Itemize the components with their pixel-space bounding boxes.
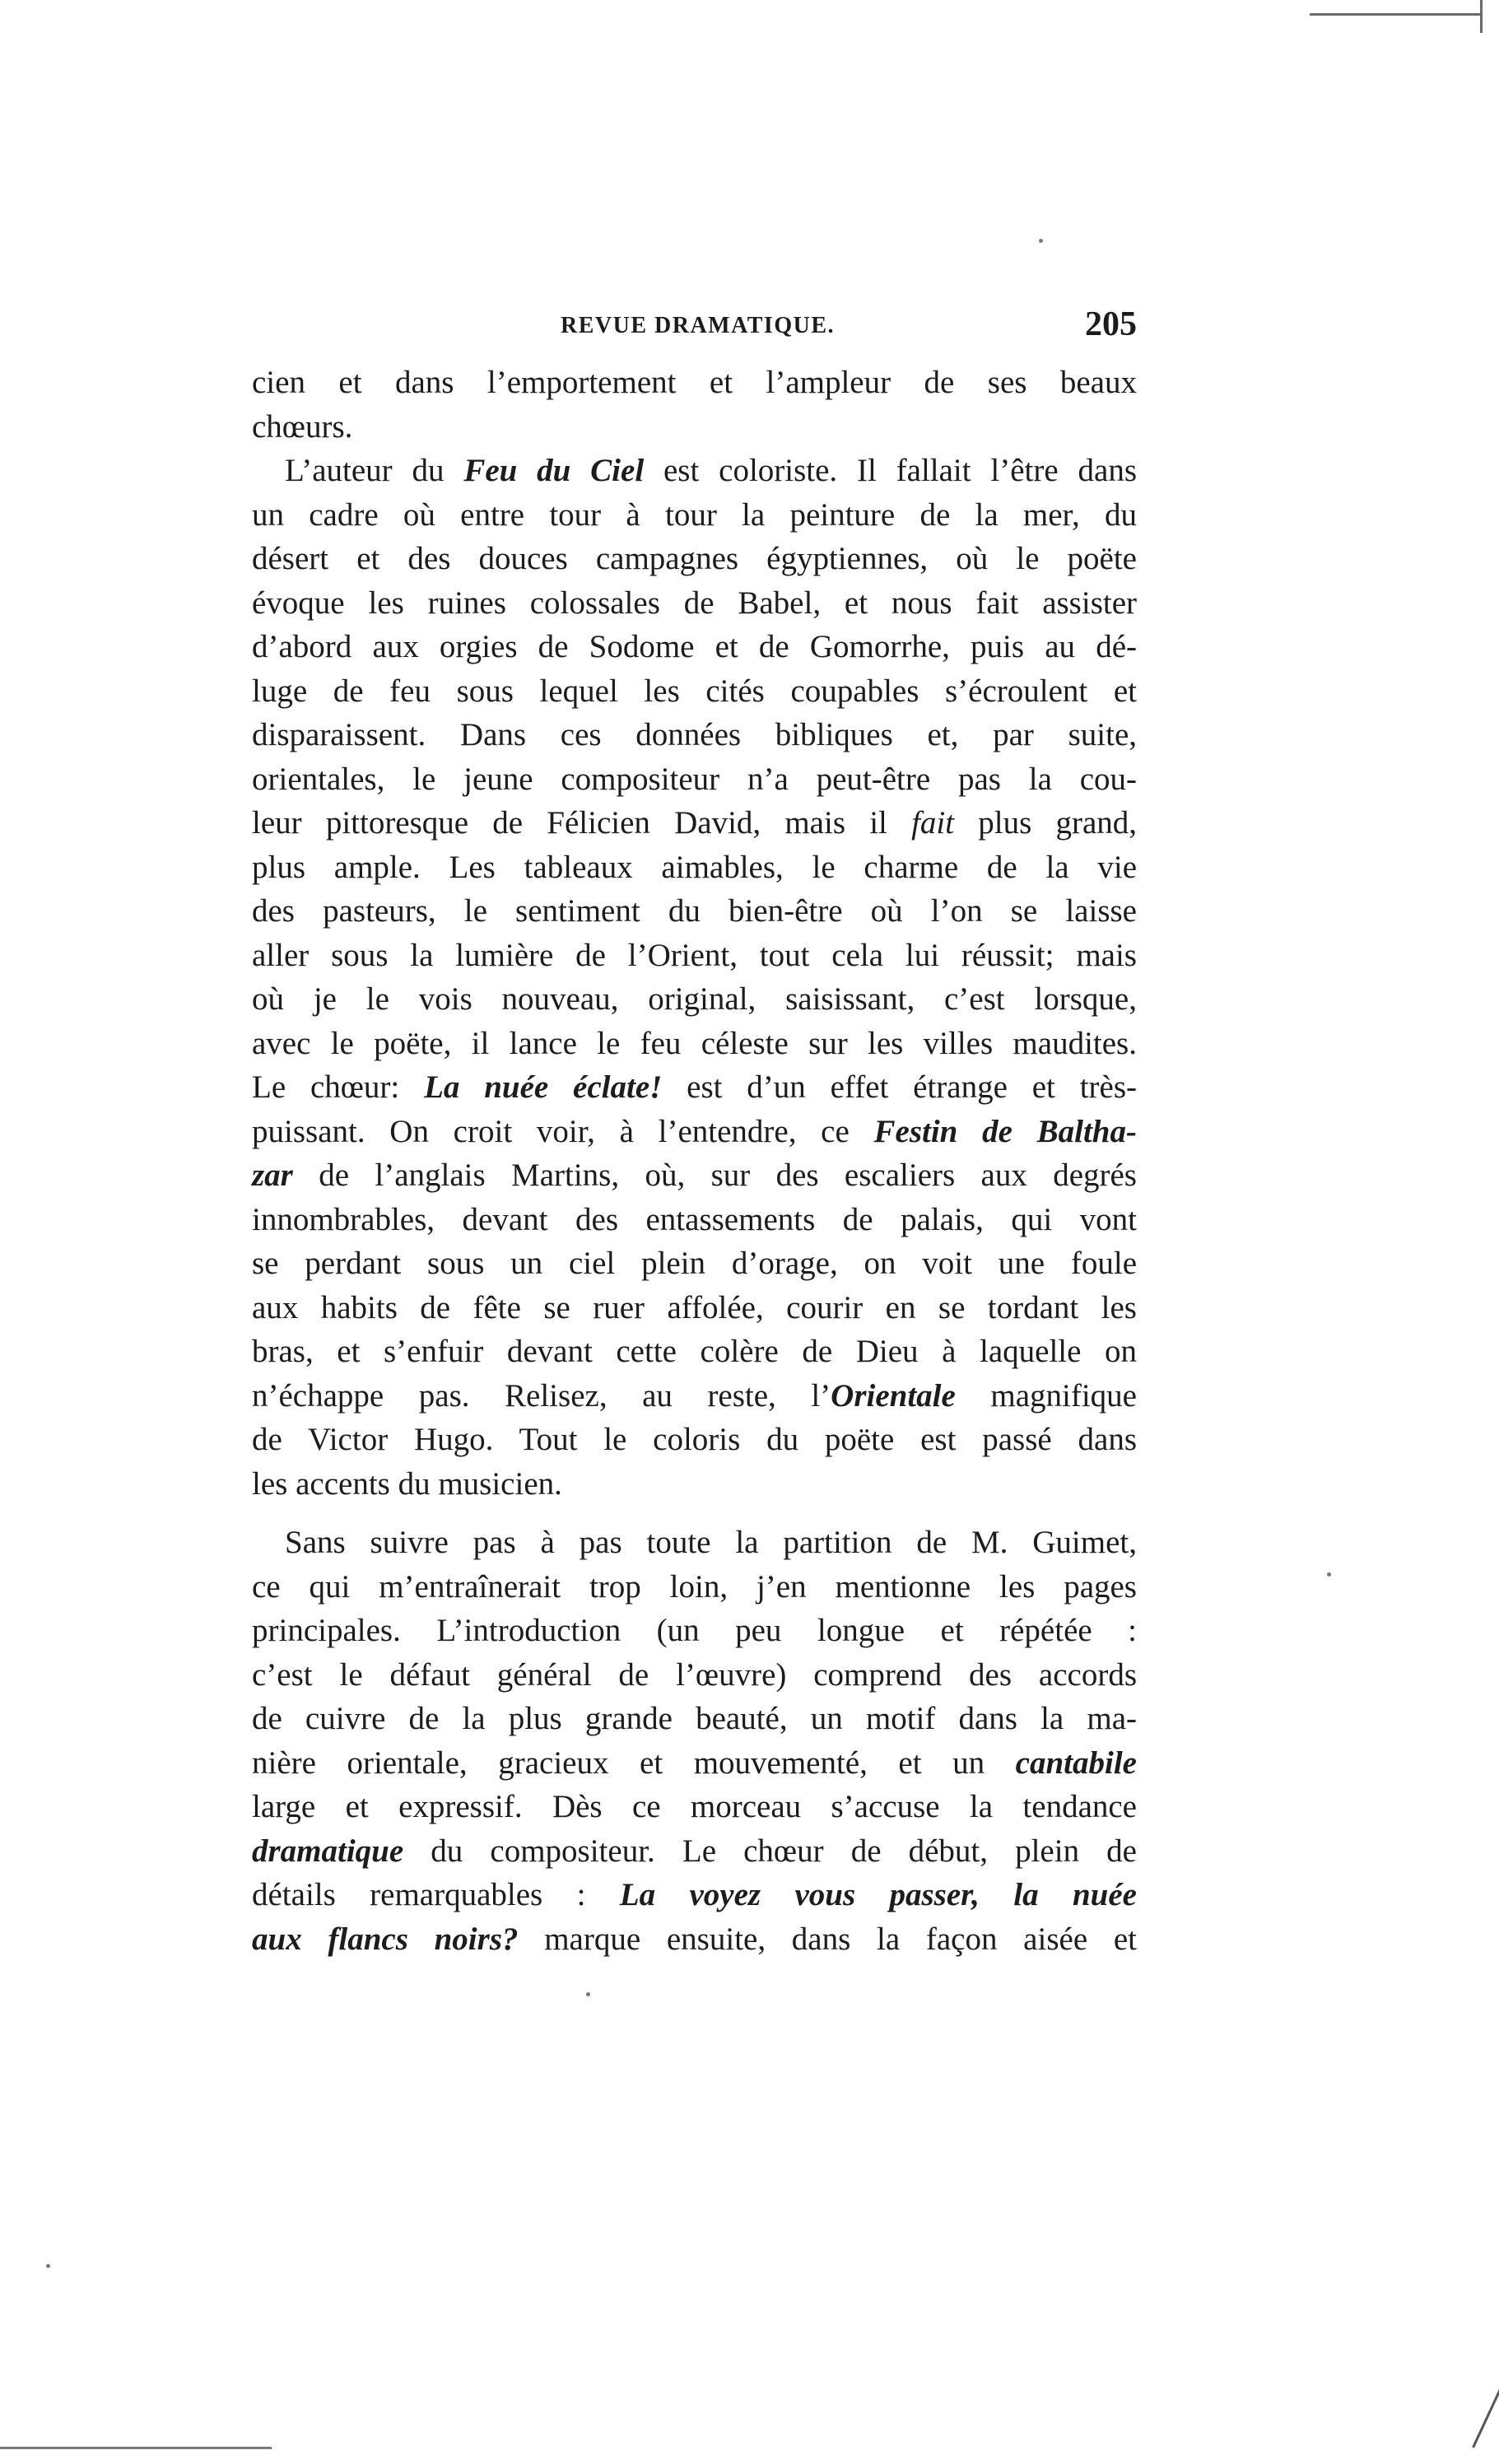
text-line: principales. L’introduction (un peu longue et répétée : (252, 1613, 1137, 1648)
text-line: plus ample. Les tableaux aimables, le charme de la vie (252, 849, 1137, 885)
text-line: c’est le défaut général de l’œuvre) comprend des accords (252, 1656, 1137, 1693)
emphasis-title: Orientale (831, 1377, 956, 1414)
text-line: dramatique du compositeur. Le chœur de début, plein de (252, 1833, 1137, 1869)
text-line: puissant. On croit voir, à l’entendre, ce Festin de Baltha- (252, 1113, 1137, 1149)
text-line: les accents du musicien. (252, 1465, 562, 1502)
paper-speck (1039, 239, 1043, 243)
text-line: cien et dans l’emportement et l’ampleur de ses beaux (252, 365, 1137, 400)
running-head (252, 305, 1137, 357)
page-edge-line (1310, 13, 1483, 16)
body-text (252, 361, 1137, 1961)
text-line: détails remarquables : La voyez vous passer, la nuée (252, 1877, 1137, 1912)
text-line: Le chœur: La nuée éclate! est d’un effet étrange et très- (252, 1069, 1137, 1105)
emphasis-title: Festin de Baltha- (873, 1113, 1137, 1149)
text-line: orientales, le jeune compositeur n’a peut-être pas la cou- (252, 761, 1137, 797)
text-line: ce qui m’entraînerait trop loin, j’en mentionne les pages (252, 1568, 1137, 1605)
text-line: d’abord aux orgies de Sodome et de Gomorrhe, puis au dé- (252, 629, 1137, 664)
paper-speck (46, 2264, 50, 2268)
text-line: L’auteur du Feu du Ciel est coloriste. Il fallait l’être dans (285, 453, 1137, 488)
text-line: Sans suivre pas à pas toute la partition de M. Guimet, (285, 1525, 1137, 1560)
running-title: REVUE DRAMATIQUE. (561, 313, 835, 338)
text-line: de Victor Hugo. Tout le coloris du poëte est passé dans (252, 1422, 1137, 1457)
text-line: des pasteurs, le sentiment du bien-être où l’on se laisse (252, 893, 1137, 929)
text-line: un cadre où entre tour à tour la peinture de la mer, du (252, 496, 1137, 533)
paper-speck (586, 1992, 590, 1996)
page-bottom-rule (0, 2447, 272, 2449)
text-line: aller sous la lumière de l’Orient, tout cela lui réussit; mais (252, 937, 1137, 973)
text-line: avec le poëte, il lance le feu céleste sur les villes maudites. (252, 1025, 1137, 1061)
emphasis-title: aux flancs noirs? (252, 1921, 519, 1957)
text-line: de cuivre de la plus grande beauté, un motif dans la ma- (252, 1701, 1137, 1736)
text-line: désert et des douces campagnes égyptiennes, où le poëte (252, 541, 1137, 576)
text-line: nière orientale, gracieux et mouvementé, et un cantabile (252, 1744, 1137, 1781)
emphasis-title: La nuée éclate! (424, 1069, 663, 1105)
paper-speck (1327, 1572, 1331, 1577)
text-line: aux habits de fête se ruer affolée, courir en se tordant les (252, 1289, 1137, 1325)
page-number: 205 (1085, 305, 1137, 343)
text-line: évoque les ruines colossales de Babel, et nous fait assister (252, 585, 1137, 621)
page-edge-tick (1480, 0, 1483, 33)
text-line: disparaissent. Dans ces données bibliques et, par suite, (252, 717, 1137, 752)
text-line: se perdant sous un ciel plein d’orage, on voit une foule (252, 1246, 1137, 1281)
text-line: où je le vois nouveau, original, saisissant, c’est lorsque, (252, 981, 1137, 1017)
text-line: n’échappe pas. Relisez, au reste, l’Orientale magnifique (252, 1377, 1137, 1414)
text-line: leur pittoresque de Félicien David, mais il fait plus grand, (252, 805, 1138, 841)
paragraph-gap (252, 1506, 1137, 1521)
emphasis-title: La voyez vous passer, la nuée (619, 1877, 1137, 1912)
text-line: luge de feu sous lequel les cités coupables s’écroulent et (252, 673, 1137, 709)
text-line: aux flancs noirs? marque ensuite, dans la façon aisée et (252, 1921, 1137, 1957)
emphasis-word: cantabile (1015, 1744, 1137, 1781)
emphasis-title: Feu du Ciel (463, 453, 645, 488)
text-line: bras, et s’enfuir devant cette colère de Dieu à laquelle on (252, 1334, 1137, 1369)
page-edge-mark (1472, 2369, 1499, 2448)
emphasis-word: dramatique (252, 1833, 404, 1869)
text-line: large et expressif. Dès ce morceau s’accuse la tendance (252, 1789, 1137, 1824)
text-line: zar de l’anglais Martins, où, sur des escaliers aux degrés (252, 1157, 1137, 1193)
emphasis-word: fait (911, 805, 955, 841)
text-line: innombrables, devant des entassements de palais, qui vont (252, 1201, 1137, 1237)
text-line: chœurs. (252, 408, 353, 445)
emphasis-title: zar (252, 1157, 293, 1193)
